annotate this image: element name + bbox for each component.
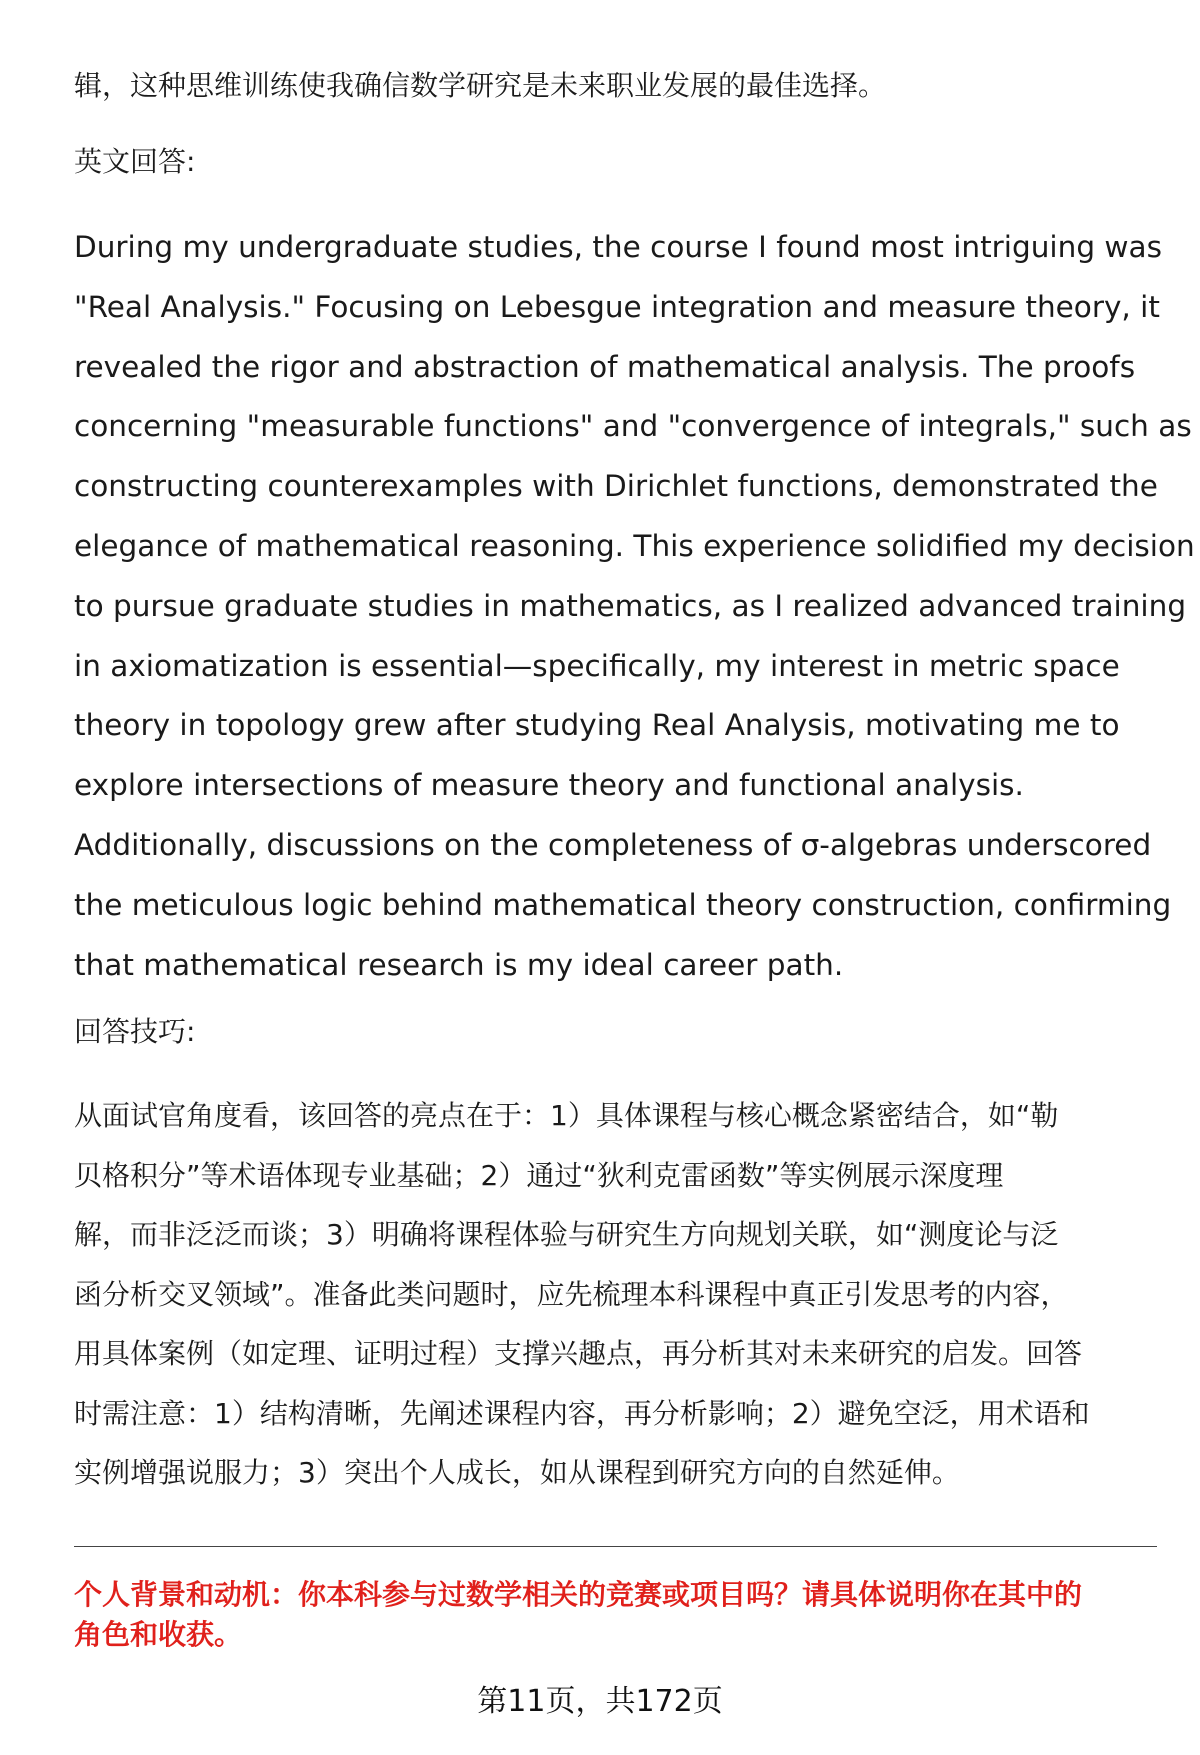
english-answer-line: Additionally, discussions on the completeness of σ-algebras underscored xyxy=(74,827,1152,862)
english-answer-line: concerning "measurable functions" and "convergence of integrals," such as xyxy=(74,409,1192,444)
continued-paragraph-line: 辑，这种思维训练使我确信数学研究是未来职业发展的最佳选择。 xyxy=(74,69,887,102)
answer-tips-line: 实例增强说服力；3）突出个人成长，如从课程到研究方向的自然延伸。 xyxy=(74,1456,960,1489)
answer-tips-line: 用具体案例（如定理、证明过程）支撑兴趣点，再分析其对未来研究的启发。回答 xyxy=(74,1337,1083,1370)
english-answer-line: theory in topology grew after studying Real Analysis, motivating me to xyxy=(74,708,1120,743)
english-answer-label: 英文回答: xyxy=(74,145,196,178)
answer-tips-line: 函分析交叉领域”。准备此类问题时，应先梳理本科课程中真正引发思考的内容， xyxy=(74,1277,1069,1311)
answer-tips-body xyxy=(74,1086,1154,1503)
english-answer-line: explore intersections of measure theory and functional analysis. xyxy=(74,768,1024,803)
english-answer-line: in axiomatization is essential—specifically, my interest in metric space xyxy=(74,648,1120,683)
section-divider xyxy=(74,1546,1157,1547)
answer-tips-line: 时需注意：1）结构清晰，先阐述课程内容，再分析影响；2）避免空泛，用术语和 xyxy=(74,1396,1090,1430)
answer-tips-line: 解，而非泛泛而谈；3）明确将课程体验与研究生方向规划关联，如“测度论与泛 xyxy=(74,1218,1059,1251)
english-answer-line: During my undergraduate studies, the course I found most intriguing was xyxy=(74,230,1162,264)
english-answer-line: that mathematical research is my ideal career path. xyxy=(74,947,844,982)
english-answer-line: the meticulous logic behind mathematical theory construction, confirming xyxy=(74,887,1172,922)
english-answer-line: revealed the rigor and abstraction of mathematical analysis. The proofs xyxy=(74,349,1136,384)
next-question-line: 个人背景和动机：你本科参与过数学相关的竞赛或项目吗？请具体说明你在其中的 xyxy=(74,1578,1083,1611)
answer-tips-line: 从面试官角度看，该回答的亮点在于：1）具体课程与核心概念紧密结合，如“勒 xyxy=(74,1099,1059,1132)
next-question-line: 角色和收获。 xyxy=(74,1618,243,1651)
english-answer-line: elegance of mathematical reasoning. This experience solidified my decision xyxy=(74,528,1195,563)
page-number-footer: 第11页，共172页 xyxy=(477,1684,723,1719)
english-answer-line: to pursue graduate studies in mathematics, as I realized advanced training xyxy=(74,588,1187,623)
english-answer-line: constructing counterexamples with Dirichlet functions, demonstrated the xyxy=(74,469,1158,504)
english-answer-body xyxy=(74,218,1195,995)
english-answer-line: "Real Analysis." Focusing on Lebesgue integration and measure theory, it xyxy=(74,289,1160,324)
answer-tips-label: 回答技巧: xyxy=(74,1015,196,1048)
answer-tips-line: 贝格积分”等术语体现专业基础；2）通过“狄利克雷函数”等实例展示深度理 xyxy=(74,1158,1004,1192)
next-question-heading xyxy=(74,1575,1154,1655)
